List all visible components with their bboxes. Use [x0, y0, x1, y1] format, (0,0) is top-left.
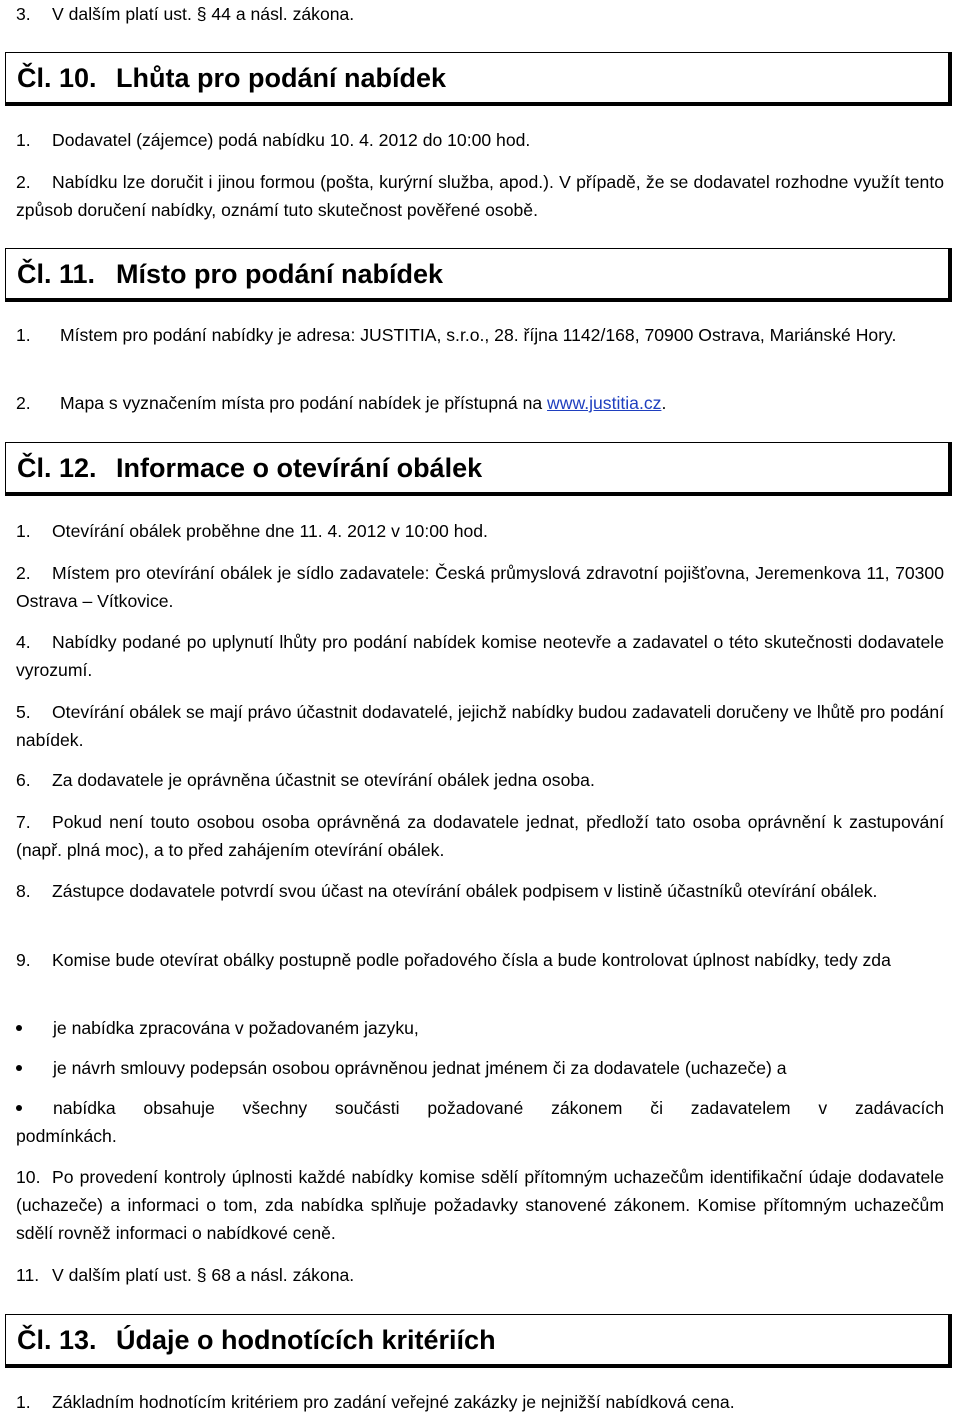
- list-item-components: nabídka obsahuje všechny součásti požadované zákonem či zadavatelem v zadávacích: [53, 1098, 944, 1118]
- section-heading-13: Čl. 13. Údaje o hodnotících kritériích: [5, 1314, 952, 1368]
- paragraph-12-8: 8. Zástupce dodavatele potvrdí svou účast na otevírání obálek podpisem v listině účastníků otevírání obálek.: [16, 881, 878, 901]
- section-heading-10: Čl. 10. Lhůta pro podání nabídek: [5, 52, 952, 106]
- list-item-components-continuation: podmínkách.: [16, 1126, 117, 1146]
- paragraph-12-10: 10. Po provedení kontroly úplnosti každé nabídky komise sdělí přítomným uchazečům identifikační údaje dodavatele (uchazeče) a informaci o tom, zda nabídka splňuje požadavky stanovené zákonem. Komise přítomným uchazečům sdělí rovněž informaci o nabídkové ceně.: [16, 1167, 944, 1243]
- paragraph-12-6: 6. Za dodavatele je oprávněna účastnit se otevírání obálek jedna osoba.: [16, 770, 595, 790]
- bullet-icon: [16, 1105, 22, 1111]
- paragraph-12-9: 9. Komise bude otevírat obálky postupně podle pořadového čísla a bude kontrolovat úplnost nabídky, tedy zda: [16, 950, 891, 970]
- paragraph-10-2: 2. Nabídku lze doručit i jinou formou (pošta, kurýrní služba, apod.). V případě, že se dodavatel rozhodne využít tento způsob doručení nabídky, oznámí tuto skutečnost pověřené osobě.: [16, 172, 944, 220]
- bullet-icon: [16, 1065, 22, 1071]
- paragraph-11-1: 1. Místem pro podání nabídky je adresa: JUSTITIA, s.r.o., 28. října 1142/168, 70900 Ostrava, Mariánské Hory.: [16, 325, 897, 345]
- paragraph-12-1: 1. Otevírání obálek proběhne dne 11. 4. 2012 v 10:00 hod.: [16, 521, 488, 541]
- paragraph-12-2: 2. Místem pro otevírání obálek je sídlo zadavatele: Česká průmyslová zdravotní pojišťovna, Jeremenkova 11, 70300 Ostrava – Vítkovice.: [16, 563, 944, 611]
- list-item-contract: je návrh smlouvy podepsán osobou oprávněnou jednat jménem či za dodavatele (uchazeče) a: [53, 1058, 787, 1078]
- paragraph-12-7: 7. Pokud není touto osobou osoba oprávněná za dodavatele jednat, předloží tato osoba oprávnění k zastupování (např. plná moc), a to před zahájením otevírání obálek.: [16, 812, 944, 860]
- paragraph-12-11: 11. V dalším platí ust. § 68 a násl. zákona.: [16, 1265, 355, 1285]
- paragraph-12-5: 5. Otevírání obálek se mají právo účastnit dodavatelé, jejichž nabídky budou zadavateli doručeny ve lhůtě pro podání nabídek.: [16, 702, 944, 750]
- section-heading-12: Čl. 12. Informace o otevírání obálek: [5, 442, 952, 496]
- list-item-language: je nabídka zpracována v požadovaném jazyku,: [53, 1018, 419, 1038]
- paragraph-13-1: 1. Základním hodnotícím kritériem pro zadání veřejné zakázky je nejnižší nabídková cena.: [16, 1392, 735, 1412]
- section-heading-11: Čl. 11. Místo pro podání nabídek: [5, 248, 952, 302]
- paragraph-10-1: 1. Dodavatel (zájemce) podá nabídku 10. 4. 2012 do 10:00 hod.: [16, 130, 531, 150]
- bullet-icon: [16, 1025, 22, 1031]
- paragraph-9-3: 3. V dalším platí ust. § 44 a násl. zákona.: [16, 4, 355, 24]
- paragraph-11-2: 2. Mapa s vyznačením místa pro podání nabídek je přístupná na www.justitia.cz.: [16, 393, 667, 413]
- justitia-link[interactable]: www.justitia.cz: [547, 393, 662, 413]
- paragraph-12-4: 4. Nabídky podané po uplynutí lhůty pro podání nabídek komise neotevře a zadavatel o této skutečnosti dodavatele vyrozumí.: [16, 632, 944, 680]
